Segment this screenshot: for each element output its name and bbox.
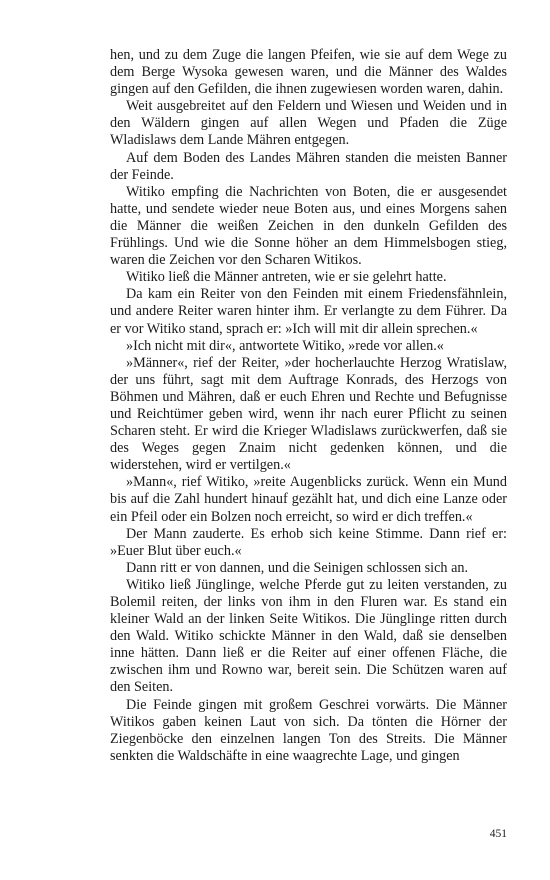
paragraph-8: »Männer«, rief der Reiter, »der hocherlauchte Herzog Wratislaw, der uns führt, sagt mit dem Auftrage Konrads, des Herzogs von Böhmen und Mähren, daß er euch Ehren und Rechte und Befugnisse und Reichtümer geben wird, wenn ihr nach eurer Pflicht zu seinen Scharen steht. Er wird die Krieger Wladislaws zurückwerfen, daß sie des Weges gegen Znaim nicht gedenken können, und die widerstehen, wird er vertilgen.« [110, 354, 507, 474]
page-number: 451 [489, 828, 507, 840]
paragraph-2: Weit ausgebreitet auf den Feldern und Wiesen und Weiden und in den Wäldern gingen auf allen Wegen und Pfaden die Züge Wladislaws dem Lande Mähren entgegen. [110, 98, 507, 149]
paragraph-6: Da kam ein Reiter von den Feinden mit einem Friedensfähnlein, und andere Reiter waren hinter ihm. Er verlangte zu dem Führer. Da er vor Witiko stand, sprach er: »Ich will mit dir allein sprechen.« [110, 286, 507, 337]
paragraph-1: hen, und zu dem Zuge die langen Pfeifen, wie sie auf dem Wege zu dem Berge Wysoka gewesen waren, und die Männer des Waldes gingen auf den Gefilden, die ihnen zugewiesen worden waren, dahin. [110, 47, 507, 98]
page-body [110, 47, 507, 765]
paragraph-4: Witiko empfing die Nachrichten von Boten, die er ausgesendet hatte, und sendete wieder neue Boten aus, und eines Morgens sahen die Männer die weißen Zeichen in den dunkeln Gefilden des Frühlings. Und wie die Sonne höher an dem Himmelsbogen stieg, waren die Zeichen vor den Scharen Witikos. [110, 183, 507, 269]
paragraph-5: Witiko ließ die Männer antreten, wie er sie gelehrt hatte. [126, 269, 447, 286]
paragraph-11: Dann ritt er von dannen, und die Seinigen schlossen sich an. [126, 559, 469, 576]
paragraph-3: Auf dem Boden des Landes Mähren standen die meisten Banner der Feinde. [110, 149, 507, 183]
paragraph-10: Der Mann zauderte. Es erhob sich keine Stimme. Dann rief er: »Euer Blut über euch.« [110, 525, 507, 559]
paragraph-12: Witiko ließ Jünglinge, welche Pferde gut zu leiten verstanden, zu Bolemil reiten, der links von ihm in den Fluren war. Es stand ein kleiner Wald an der linken Seite Witikos. Die Jünglinge ritten durch den Wald. Witiko schickte Männer in den Wald, daß sie denselben inne hätten. Dann ließ er die Reiter auf einer offenen Fläche, die zwischen ihm und Rowno war, bereit sein. Die Schützen waren auf den Seiten. [110, 576, 507, 696]
paragraph-13: Die Feinde gingen mit großem Geschrei vorwärts. Die Männer Witikos gaben keinen Laut von sich. Da tönten die Hörner der Ziegenböcke den einzelnen langen Ton des Streits. Die Männer senkten die Waldschäfte in eine waagrechte Lage, und gingen [110, 696, 507, 764]
paragraph-9: »Mann«, rief Witiko, »reite Augenblicks zurück. Wenn ein Mund bis auf die Zahl hundert hinauf gezählt hat, und dich eine Lanze oder ein Pfeil oder ein Bolzen noch erreicht, so wird er dich treffen.« [110, 474, 507, 525]
paragraph-7: »Ich nicht mit dir«, antwortete Witiko, »rede vor allen.« [126, 337, 444, 354]
